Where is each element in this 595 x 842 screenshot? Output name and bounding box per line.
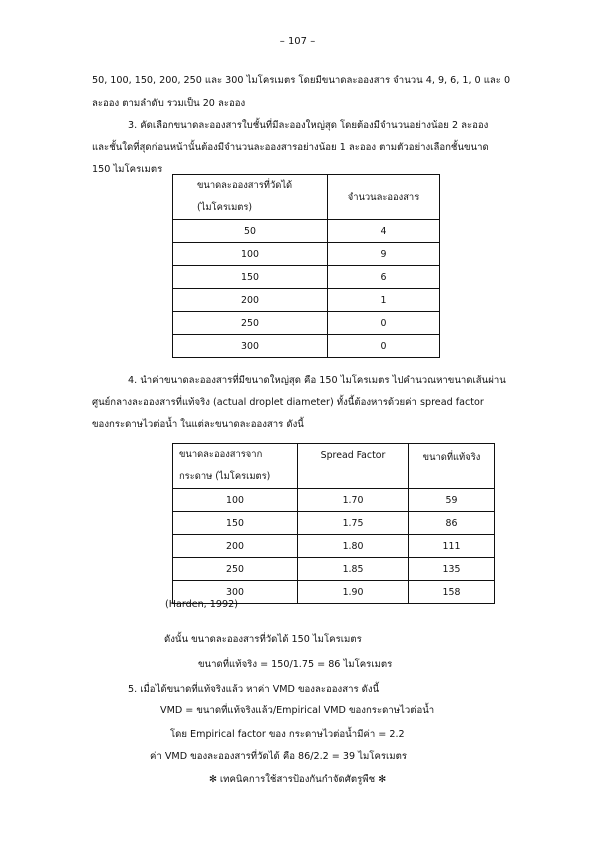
header-measured-size: ขนาดละอองสารที่วัดได้ (ไมโครเมตร) <box>173 175 328 220</box>
table-row: 300 0 <box>173 335 440 358</box>
page-number: – 107 – <box>279 36 316 47</box>
step-3-line: 3. คัดเลือกขนาดละอองสารใบชั้นที่มีละอองใหญ่สุด โดยต้องมีจำนวนอย่างน้อย 2 ละออง <box>128 120 489 131</box>
step-3-line: และชั้นใดที่สุดก่อนหน้านั้นต้องมีจำนวนละอองสารอย่างน้อย 1 ละออง ตามตัวอย่างเลือกชั้นขนาด <box>92 142 489 153</box>
table-row: 200 1 <box>173 289 440 312</box>
paragraph-line: 50, 100, 150, 200, 250 และ 300 ไมโครเมตร โดยมีขนาดละอองสาร จำนวน 4, 9, 6, 1, 0 และ 0 <box>92 75 511 86</box>
table-source: (Harden, 1992) <box>165 599 238 610</box>
header-actual-size: ขนาดที่แท้จริง <box>409 444 495 489</box>
table-row: 150 6 <box>173 266 440 289</box>
vmd-result: ค่า VMD ของละอองสารที่วัดได้ คือ 86/2.2 = 39 ไมโครเมตร <box>150 751 407 762</box>
footer-note: ✻ เทคนิคการใช้สารป้องกันกำจัดศัตรูพืช ✻ <box>208 774 387 785</box>
table-row: 200 1.80 111 <box>173 535 495 558</box>
paragraph-line: ละออง ตามลำดับ รวมเป็น 20 ละออง <box>92 98 246 109</box>
step-4-line: ของกระดาษไวต่อน้ำ ในแต่ละขนาดละอองสาร ดังนี้ <box>92 419 304 430</box>
step-5-line: 5. เมื่อได้ขนาดที่แท้จริงแล้ว หาค่า VMD ของละอองสาร ดังนี้ <box>128 684 380 695</box>
vmd-formula: VMD = ขนาดที่แท้จริงแล้ว/Empirical VMD ของกระดาษไวต่อน้ำ <box>160 705 435 716</box>
table-row: 250 1.85 135 <box>173 558 495 581</box>
header-paper-size: ขนาดละอองสารจาก กระดาษ (ไมโครเมตร) <box>173 444 298 489</box>
table-header-row <box>173 444 495 489</box>
header-droplet-count: จำนวนละอองสาร <box>328 175 440 220</box>
header-spread-factor: Spread Factor <box>298 444 409 489</box>
step-4-line: ศูนย์กลางละอองสารที่แท้จริง (actual droplet diameter) ทั้งนี้ต้องหารด้วยค่า spread factor <box>92 397 484 408</box>
table-row: 300 1.90 158 <box>173 581 495 604</box>
droplet-count-table <box>172 174 440 358</box>
table-row: 150 1.75 86 <box>173 512 495 535</box>
conclusion-line: ขนาดที่แท้จริง = 150/1.75 = 86 ไมโครเมตร <box>198 659 393 670</box>
conclusion-line: ดังนั้น ขนาดละอองสารที่วัดได้ 150 ไมโครเมตร <box>164 634 362 645</box>
spread-factor-table <box>172 443 495 604</box>
table-header-row <box>173 175 440 220</box>
table-row: 100 1.70 59 <box>173 489 495 512</box>
step-3-line: 150 ไมโครเมตร <box>92 164 163 175</box>
step-4-line: 4. นำค่าขนาดละอองสารที่มีขนาดใหญ่สุด คือ 150 ไมโครเมตร ไปคำนวณหาขนาดเส้นผ่าน <box>128 375 506 386</box>
table-row: 50 4 <box>173 220 440 243</box>
table-row: 100 9 <box>173 243 440 266</box>
table-row: 250 0 <box>173 312 440 335</box>
empirical-factor: โดย Empirical factor ของ กระดาษไวต่อน้ำมีค่า = 2.2 <box>170 729 405 740</box>
